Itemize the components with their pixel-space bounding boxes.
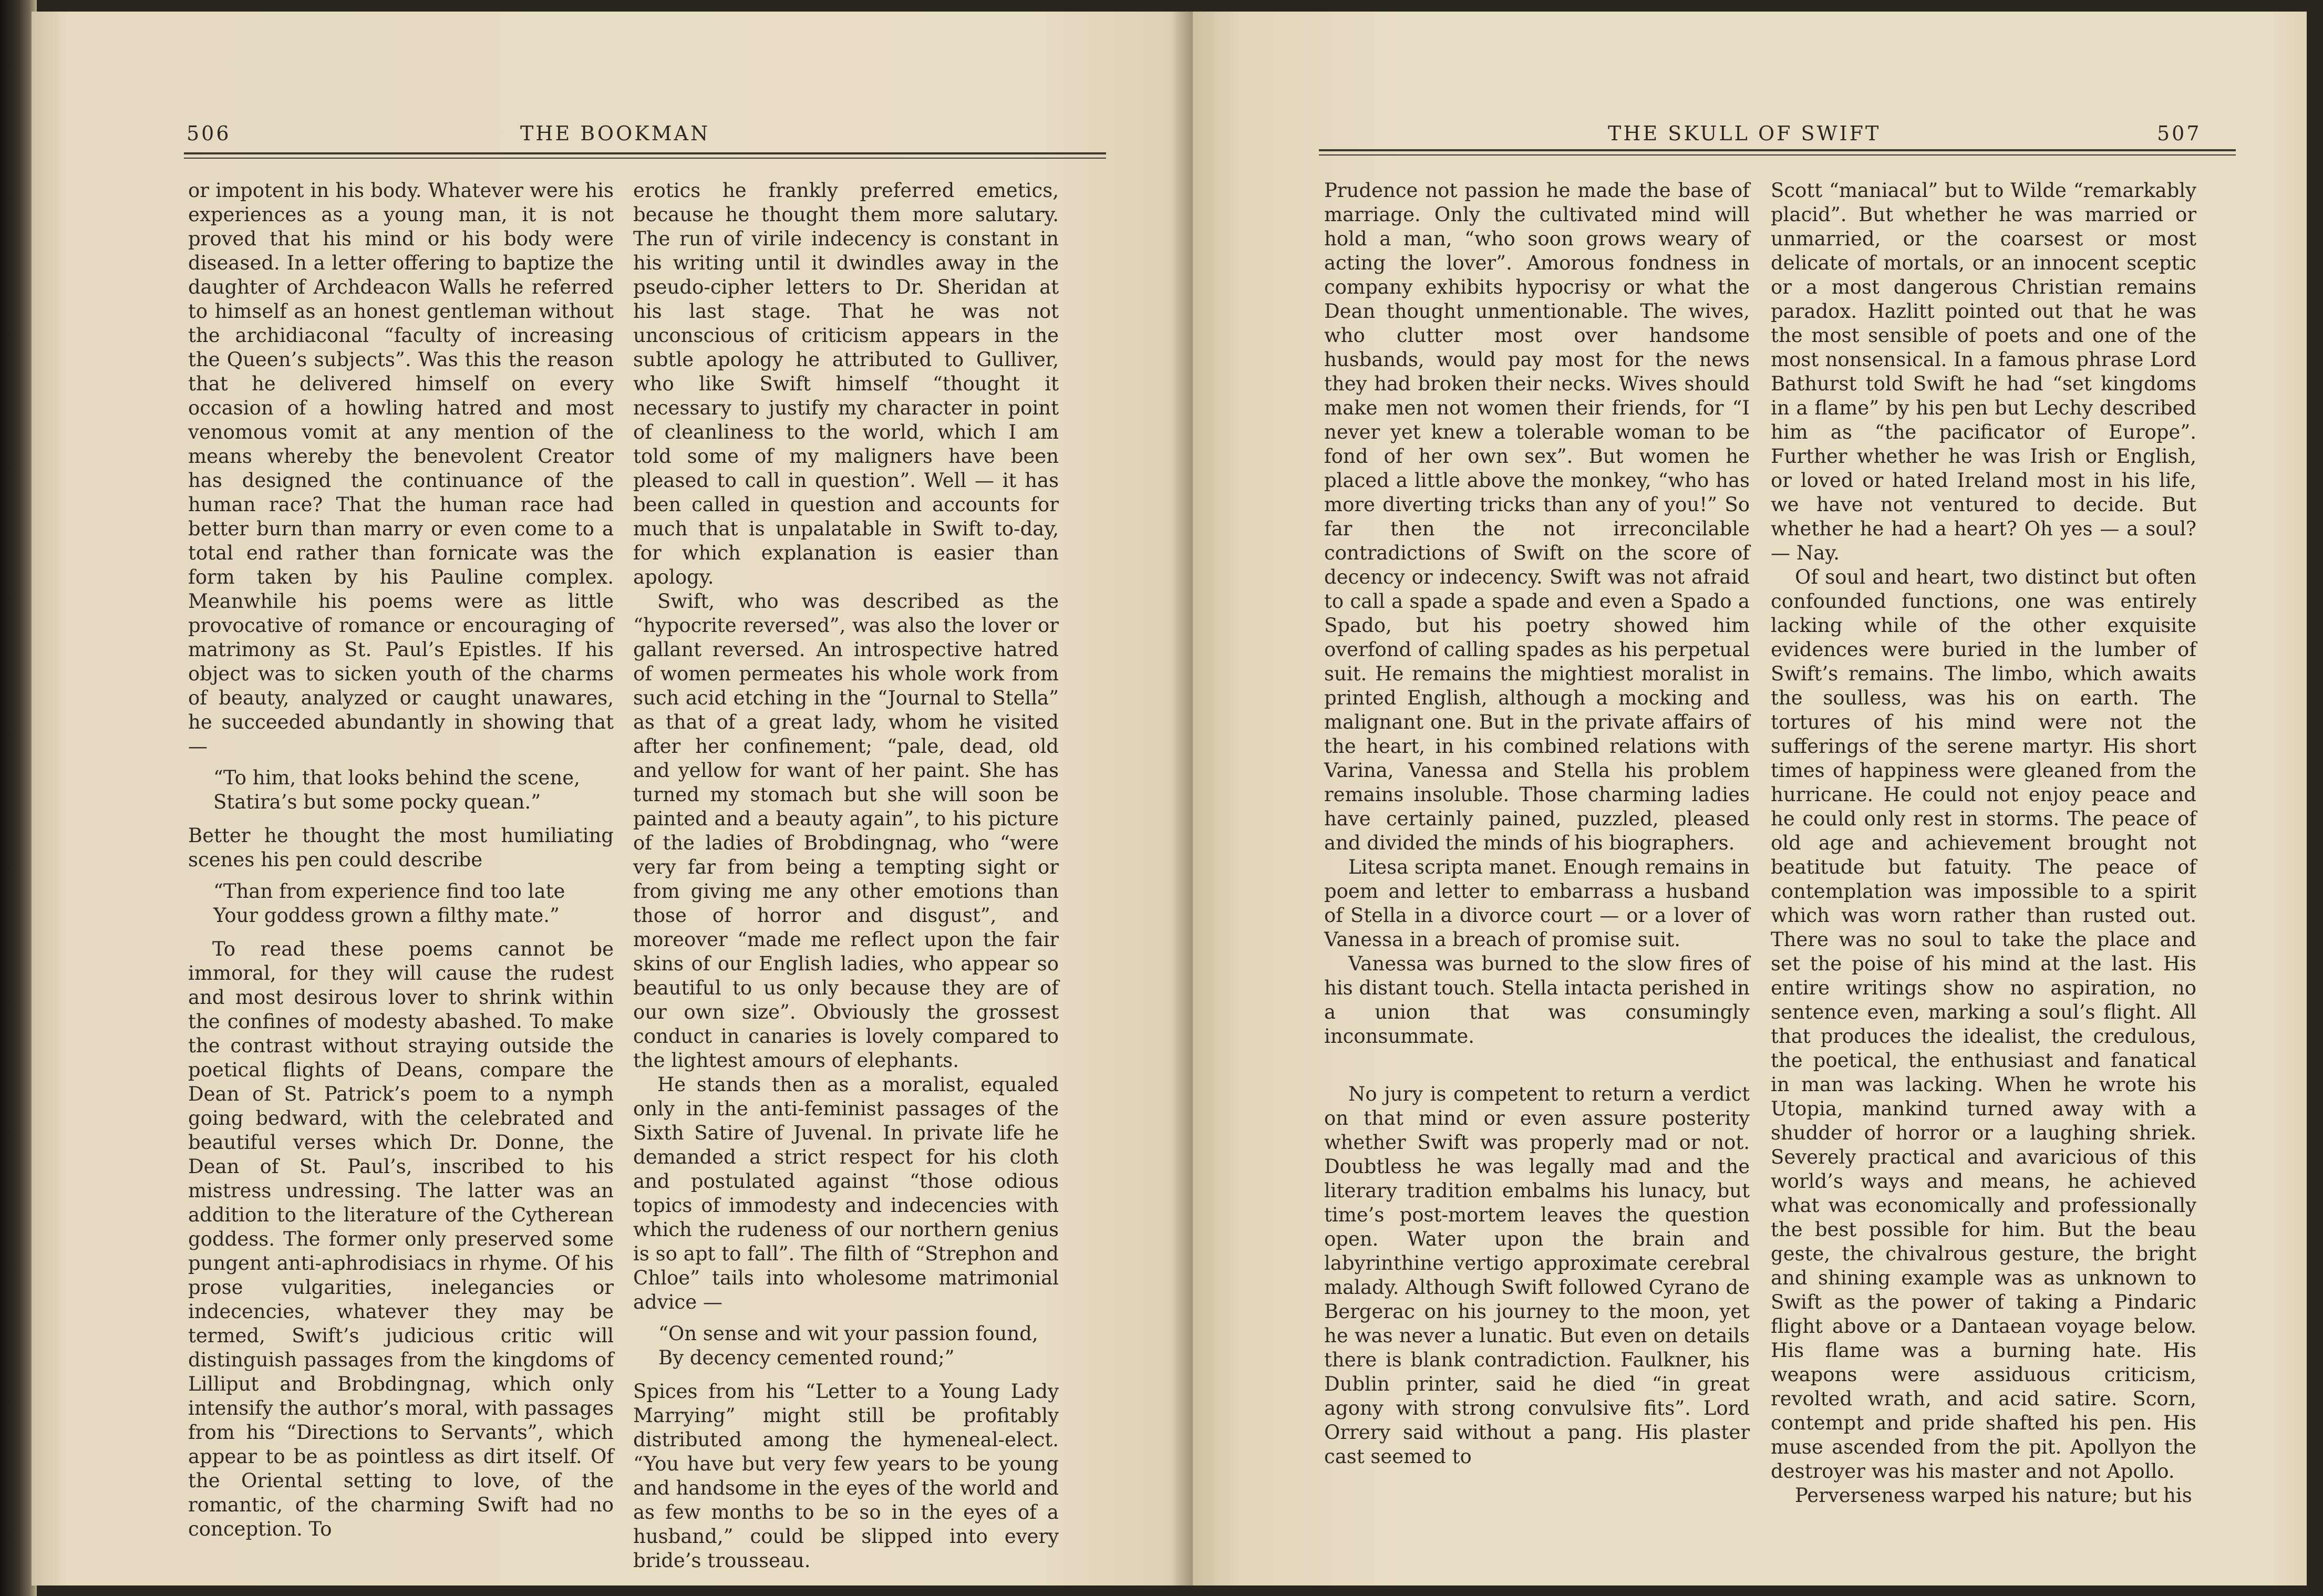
paragraph: Scott “maniacal” but to Wilde “remarkably placid”. But whether he was married or unmarried, or the coarsest or most delicate of mortals, or an innocent sceptic or a most dangerous Christian remains paradox. Hazlitt pointed out that he was the most sensible of poets and one of the most nonsensical. In a famous phrase Lord Bathurst told Swift he had “set kingdoms in a flame” by his pen but Lechy described him as “the pacificator of Europe”. Further whether he was Irish or English, or loved or hated Ireland most in his life, we have not ventured to decide. But whether he had a heart? Oh yes — a soul? — Nay. — [1771, 179, 2196, 564]
verse-quote: “To him, that looks behind the scene, Statira’s but some pocky quean.” — [213, 766, 580, 813]
verse-quote: “On sense and wit your passion found, By decency cemented round;” — [658, 1322, 1038, 1369]
left-page — [32, 12, 1193, 1585]
page-number-left: 506 — [187, 122, 231, 145]
paragraph: He stands then as a moralist, equaled only in the anti-feminist passages of the Sixth Satire of Juvenal. In private life he demanded a strict respect for his cloth and postulated against “those odious topics of immodesty and indecencies with which the rudeness of our northern genius is so apt to fall”. The filth of “Strephon and Chloe” tails into wholesome matrimonial advice — — [633, 1073, 1059, 1313]
paragraph: No jury is competent to return a verdict on that mind or even assure posterity whether Swift was properly mad or not. Doubtless he was legally mad and the literary tradition embalms his lunacy, but time’s post-mortem leaves the question open. Water upon the brain and labyrinthine vertigo approximate cerebral malady. Although Swift followed Cyrano de Bergerac on his journey to the moon, yet he was never a lunatic. But even on details there is blank contradiction. Faulkner, his Dublin printer, said he died “in great agony with strong convulsive fits”. Lord Orrery said without a pang. His plaster cast seemed to — [1324, 1083, 1750, 1468]
right-page — [1193, 12, 2307, 1585]
head-rule-right — [1319, 149, 2236, 151]
head-rule-right-thin — [1319, 154, 2236, 156]
right-column-2 — [1771, 179, 2196, 1508]
paragraph: Of soul and heart, two distinct but often confounded functions, one was entirely lacking while of the other exquisite evidences were buried in the lumber of Swift’s remains. The limbo, which awaits the soulless, was his on earth. The tortures of his mind were not the sufferings of the serene martyr. His short times of happiness were gleaned from the hurricane. He could not enjoy peace and he could only rest in storms. The peace of old age and achievement brought not beatitude but fatuity. The peace of contemplation was impossible to a spirit which was worn rather than rusted out. There was no soul to take the place and set the poise of his mind at the last. His entire writings show no aspiration, no sentence even, marking a soul’s flight. All that produces the idealist, the credulous, the poetical, the enthusiast and fanatical in man was lacking. When he wrote his Utopia, mankind turned away with a shudder of horror or a laughing shriek. Severely practical and avaricious of this world’s ways and means, he achieved what was economically and professionally the best possible for him. But the beau geste, the chivalrous gesture, the bright and shining example was as unknown to Swift as the power of taking a Pindaric flight above or a Dantaean voyage below. His flame was a burning hate. His weapons were assiduous criticism, revolted wrath, and acid satire. Scorn, contempt and pride shafted his pen. His muse ascended from the pit. Apollyon the destroyer was his master and not Apollo. — [1771, 566, 2196, 1483]
paragraph: Prudence not passion he made the base of marriage. Only the cultivated mind will hold a man, “who soon grows weary of acting the lover”. Amorous fondness in company exhibits hypocrisy or what the Dean thought unmentionable. The wives, who clutter most over handsome husbands, would pay most for the news they had broken their necks. Wives should make men not women their friends, for “I never yet knew a tolerable woman to be fond of her own sex”. But women he placed a little above the monkey, “who has more diverting tricks than any of you!” So far then the not irreconcilable contradictions of Swift on the score of decency or indecency. Swift was not afraid to call a spade a spade and even a Spado a Spado, but his poetry showed him overfond of calling spades as his perpetual suit. He remains the mightiest moralist in printed English, although a mocking and malignant one. But in the private affairs of the heart, in his combined relations with Varina, Vanessa and Stella his problem remains insoluble. Those charming ladies have certainly pained, puzzled, pleased and divided the minds of his biographers. — [1324, 179, 1750, 854]
paragraph: Spices from his “Letter to a Young Lady Marrying” might still be profitably distributed among the hymeneal-elect. “You have but very few years to be young and handsome in the eyes of the world and as few months to be so in the eyes of a husband,” could be slipped into every bride’s trousseau. — [633, 1380, 1059, 1572]
paragraph: erotics he frankly preferred emetics, because he thought them more salutary. The run of virile indecency is constant in his writing until it dwindles away in the pseudo-cipher letters to Dr. Sheridan at his last stage. That he was not unconscious of criticism appears in the subtle apology he attributed to Gulliver, who like Swift himself “thought it necessary to justify my character in point of cleanliness to the world, which I am told some of my maligners have been pleased to call in question”. Well — it has been called in question and accounts for much that is unpalatable in Swift to-day, for which explanation is easier than apology. — [633, 179, 1059, 588]
paragraph: Swift, who was described as the “hypocrite reversed”, was also the lover or gallant reversed. An introspective hatred of women permeates his whole work from such acid etching in the “Journal to Stella” as that of a great lady, whom he visited after her confinement; “pale, dead, old and yellow for want of her paint. She has turned my stomach but she will soon be painted and a beauty again”, to his picture of the ladies of Brobdingnag, who “were very far from being a tempting sight or from giving me any other emotions than those of horror and disgust”, and moreover “made me reflect upon the fair skins of our English ladies, who appear so beautiful to us only because they are of our own size”. Obviously the grossest conduct in canaries is lovely compared to the lightest amours of elephants. — [633, 590, 1059, 1072]
paragraph: Perverseness warped his nature; but his — [1795, 1484, 2192, 1507]
paragraph: Vanessa was burned to the slow fires of his distant touch. Stella intacta perished in a union that was consumingly inconsummate. — [1324, 952, 1750, 1048]
paragraph: Litesa scripta manet. Enough remains in poem and letter to embarrass a husband of Stella in a divorce court — or a lover of Vanessa in a breach of promise suit. — [1324, 856, 1750, 951]
running-head-left: THE BOOKMAN — [520, 122, 710, 145]
left-column-2 — [633, 179, 1059, 1573]
paragraph: or impotent in his body. Whatever were his experiences as a young man, it is not proved that his mind or his body were diseased. In a letter offering to baptize the daughter of Archdeacon Walls he referred to himself as an honest gentleman without the archidiaconal “faculty of increasing the Queen’s subjects”. Was this the reason that he delivered himself on every occasion of a howling hatred and most venomous vomit at any mention of the means whereby the benevolent Creator has designed the continuance of the human race? That the human race had better burn than marry or even come to a total end rather than fornicate was the form taken by his Pauline complex. Meanwhile his poems were as little provocative of romance or encouraging of matrimony as St. Paul’s Epistles. If his object was to sicken youth of the charms of beauty, analyzed or caught unawares, he succeeded abundantly in showing that— — [188, 179, 614, 758]
paragraph: To read these poems cannot be immoral, for they will cause the rudest and most desirous lover to shrink within the confines of modesty abashed. To make the contrast without straying outside the poetical flights of Deans, compare the Dean of St. Patrick’s poem to a nymph going bedward, with the celebrated and beautiful verses which Dr. Donne, the Dean of St. Paul’s, inscribed to his mistress undressing. The latter was an addition to the literature of the Cytherean goddess. The former only preserved some pungent anti-aphrodisiacs in rhyme. Of his prose vulgarities, inelegancies or indecencies, whatever they may be termed, Swift’s judicious critic will distinguish passages from the kingdoms of Lilliput and Brobdingnag, which only intensify the author’s moral, with passages from his “Directions to Servants”, which appear to be as pointless as dirt itself. Of the Oriental setting to love, of the romantic, of the charming Swift had no conception. To — [188, 938, 614, 1540]
page-number-right: 507 — [2157, 122, 2202, 145]
running-head-right: THE SKULL OF SWIFT — [1608, 122, 1881, 145]
left-column-1 — [188, 179, 614, 1541]
verse-quote: “Than from experience find too late Your goddess grown a filthy mate.” — [213, 880, 565, 927]
paragraph: Better he thought the most humiliating scenes his pen could describe — [188, 824, 614, 871]
head-rule-left — [184, 152, 1106, 154]
right-column-1 — [1324, 179, 1750, 1469]
head-rule-left-thin — [184, 158, 1106, 159]
